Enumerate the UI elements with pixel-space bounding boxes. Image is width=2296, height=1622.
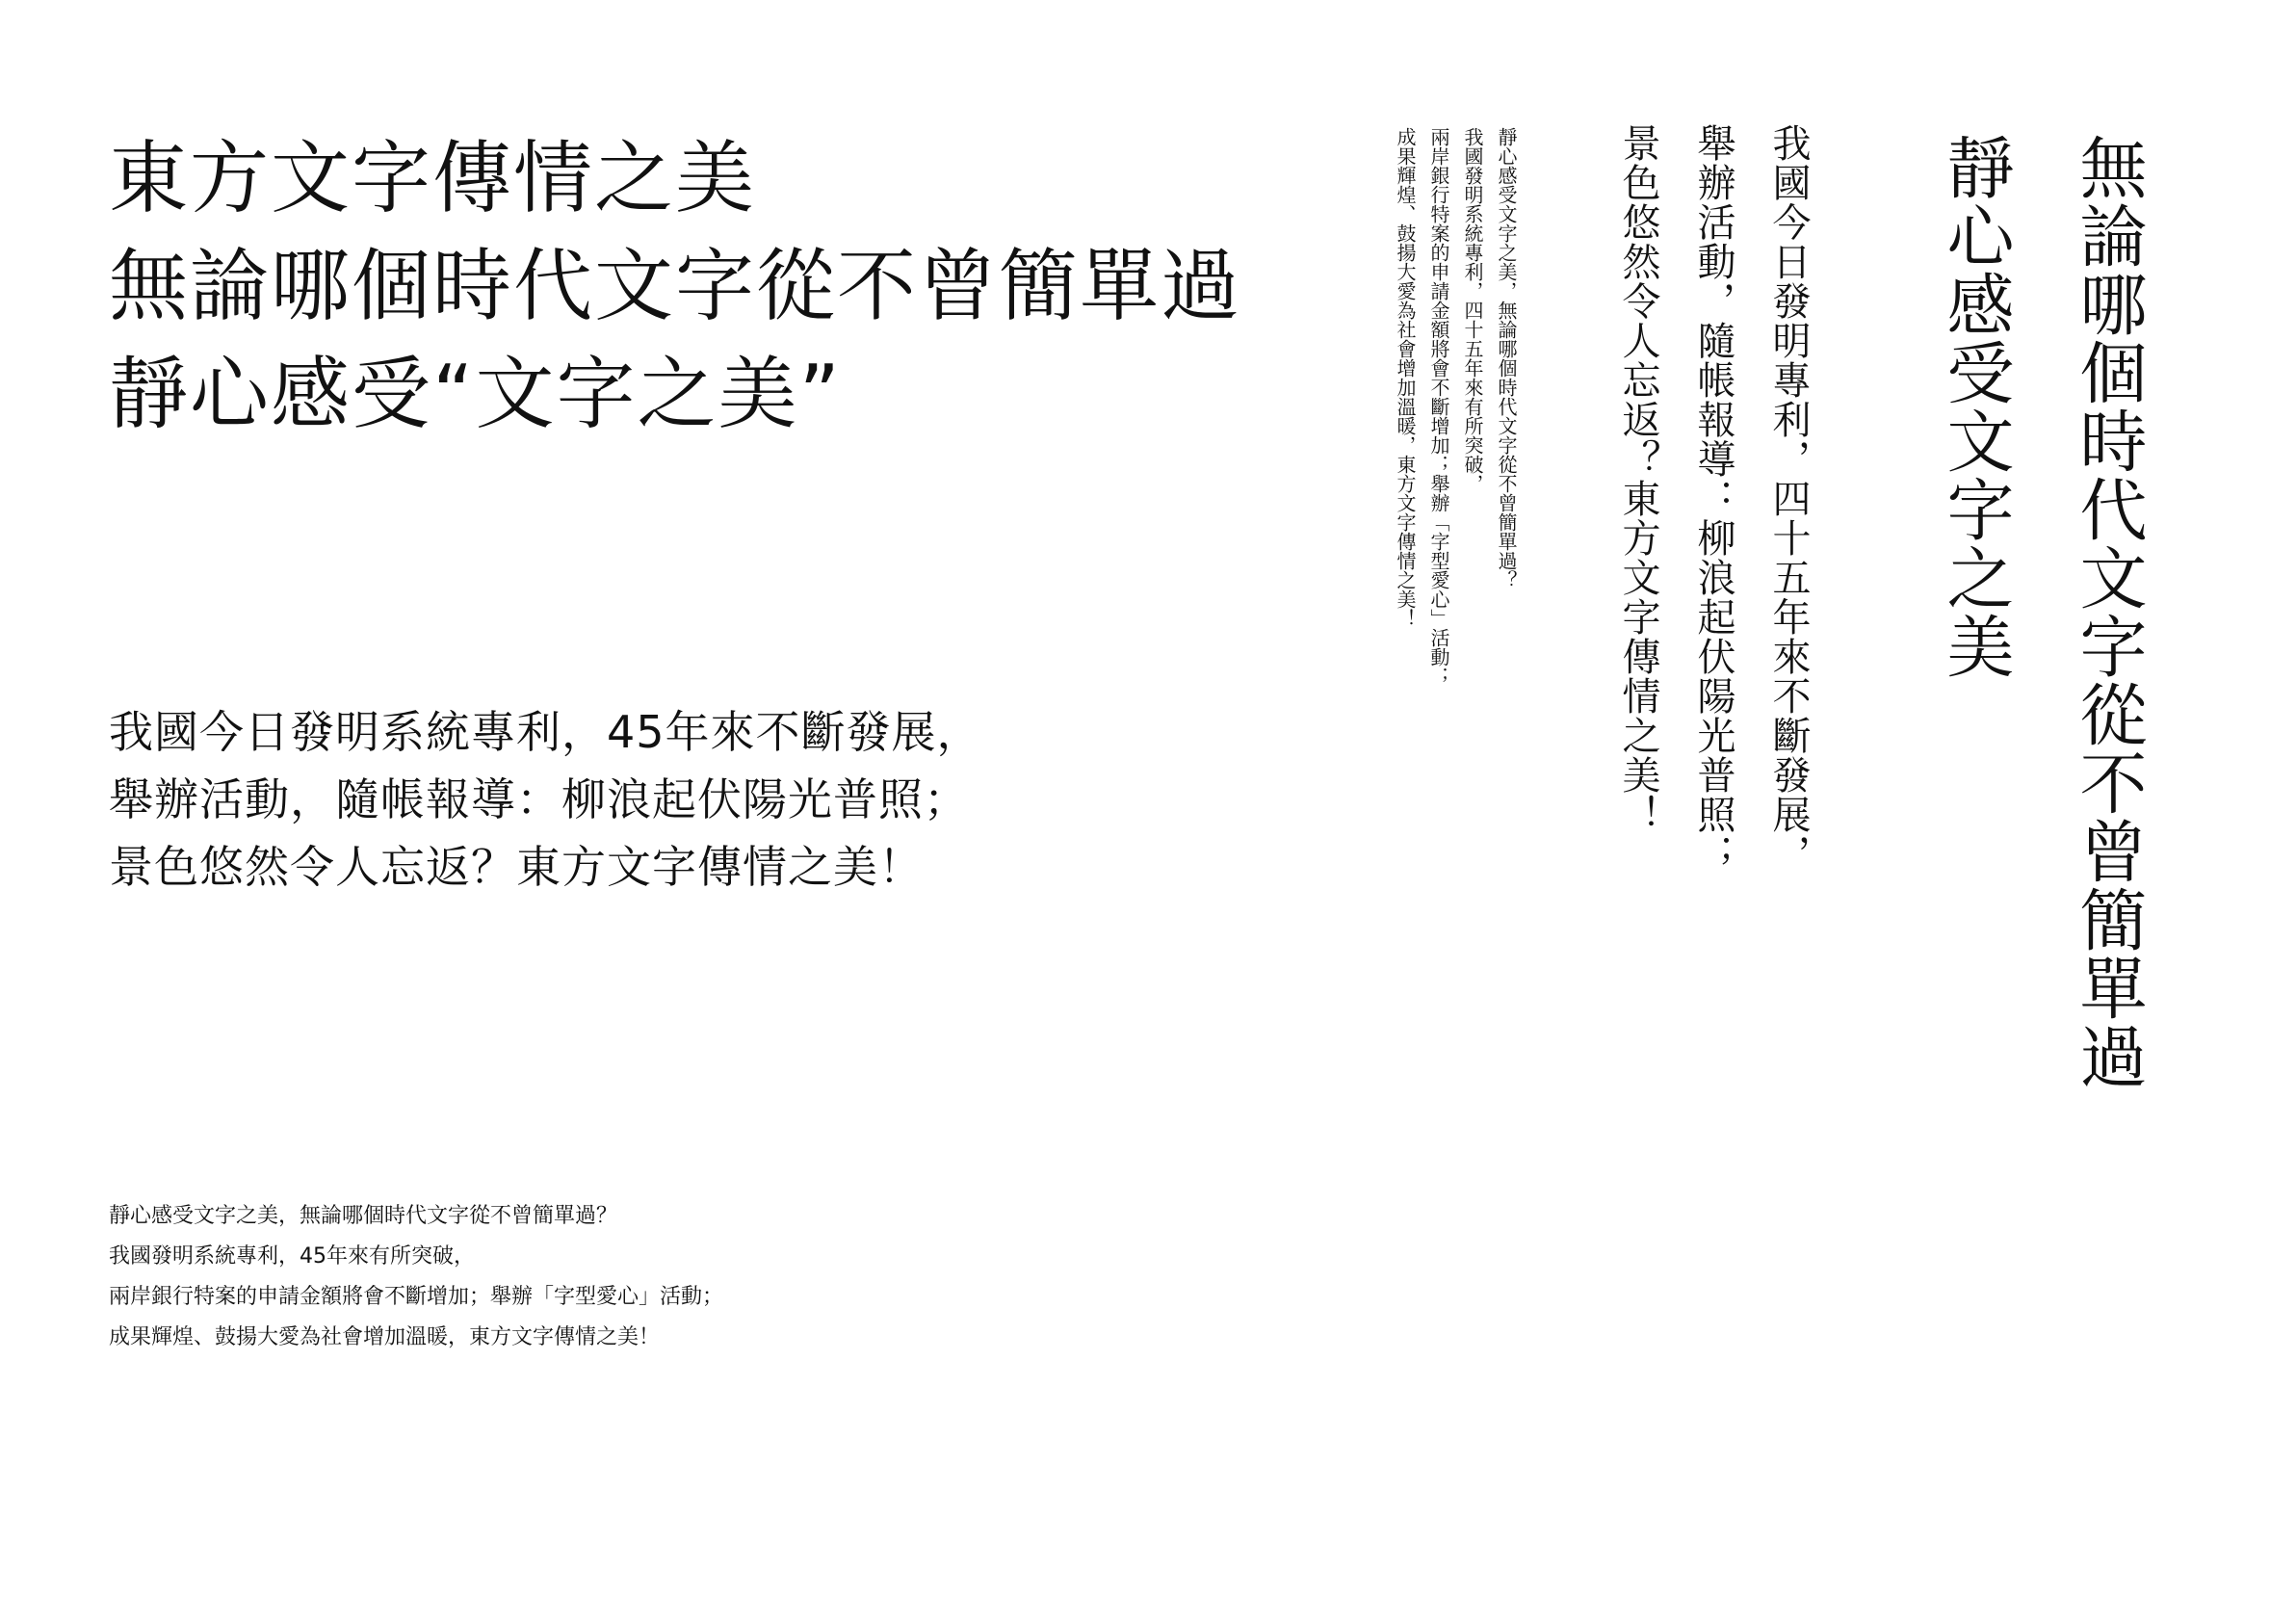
small-paragraph-line-4: 成果輝煌、鼓揚大愛為社會增加溫暖，東方文字傳情之美！ (109, 1325, 661, 1349)
small-paragraph (109, 1196, 723, 1358)
vertical-small-text (1388, 127, 1523, 686)
vertical-large-line-2: 靜心感受文字之美 (1936, 133, 2015, 680)
vertical-small-line-1: 靜心感受文字之美，無論哪個時代文字從不曾簡單過？ (1495, 127, 1518, 589)
vertical-large-line-1: 無論哪個時代文字從不曾簡單過 (2069, 133, 2148, 1090)
vertical-small-line-4: 成果輝煌、鼓揚大愛為社會增加溫暖，東方文字傳情之美！ (1394, 127, 1417, 628)
vertical-medium-line-2: 舉辦活動，隨帳報導：柳浪起伏陽光普照； (1691, 123, 1735, 874)
headline-line-2: 無論哪個時代文字從不曾簡單過 (109, 241, 1242, 332)
medium-paragraph-line-3: 景色悠然令人忘返？東方文字傳情之美！ (109, 841, 924, 893)
small-paragraph-line-1: 靜心感受文字之美，無論哪個時代文字從不曾簡單過？ (109, 1204, 618, 1228)
vertical-small-line-3: 兩岸銀行特案的申請金額將會不斷增加；舉辦「字型愛心」活動； (1427, 127, 1450, 686)
medium-paragraph-line-1: 我國今日發明系統專利，45年來不斷發展， (109, 706, 982, 758)
vertical-small-line-2: 我國發明系統專利，四十五年來有所突破， (1461, 127, 1484, 493)
small-paragraph-line-2: 我國發明系統專利，45年來有所突破， (109, 1244, 475, 1269)
headline-line-1: 東方文字傳情之美 (109, 133, 757, 224)
small-paragraph-line-3: 兩岸銀行特案的申請金額將會不斷增加；舉辦「字型愛心」活動； (109, 1285, 724, 1309)
medium-paragraph (109, 698, 982, 901)
headline-block (109, 125, 1241, 449)
vertical-large-text (1909, 133, 2175, 1090)
medium-paragraph-line-2: 舉辦活動，隨帳報導：柳浪起伏陽光普照； (109, 773, 969, 825)
vertical-medium-line-1: 我國今日發明專利，四十五年來不斷發展， (1766, 123, 1811, 874)
vertical-medium-text (1601, 123, 1826, 874)
vertical-medium-line-3: 景色悠然令人忘返？東方文字傳情之美！ (1616, 123, 1660, 834)
headline-line-3: 靜心感受“文字之美” (109, 349, 842, 440)
